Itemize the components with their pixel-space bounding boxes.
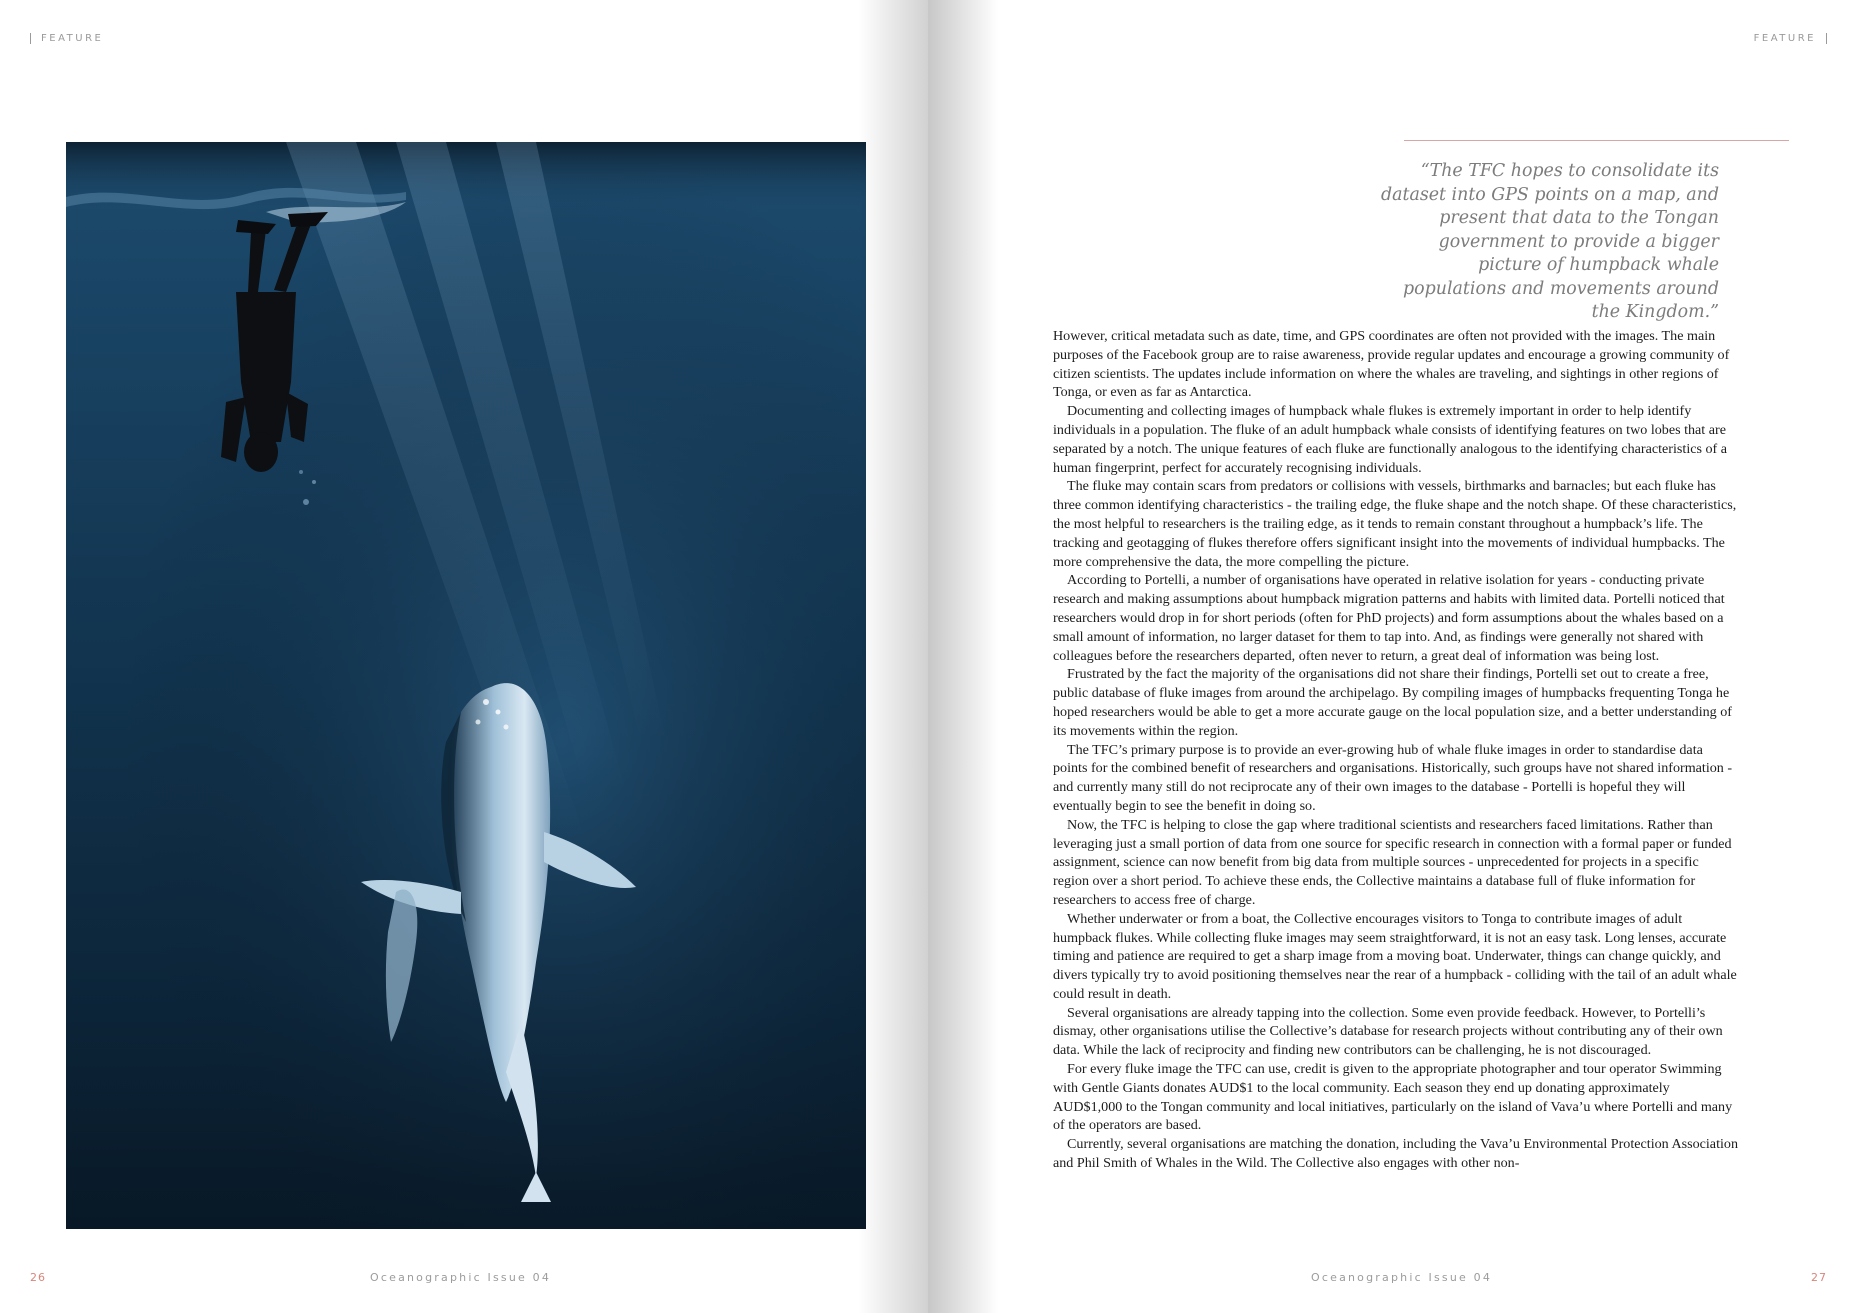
article-paragraph: For every fluke image the TFC can use, credit is given to the appropriate photographer and tour operator Swimming with Gentle Giants donates AUD$1 to the local community. Each season they end up donating approximately AUD$1,000 to the Tongan community and local initiatives, particularly on the island of Vava’u where Portelli and many of the operators are based. <box>1053 1061 1733 1134</box>
article-paragraph: According to Portelli, a number of organisations have operated in relative isolation for years - conducting private research and making assumptions about humpback migration patterns and habits with limited data. Portelli noticed that researchers would drop in for short periods (often for PhD projects) and form assumptions about the whales based on a small amount of information, no larger dataset for them to tap into. And, as findings were generally not shared with colleagues before the researchers departed, often never to return, a great deal of information was being lost. <box>1053 572 1725 664</box>
article-paragraph: Frustrated by the fact the majority of the organisations did not share their findings, Portelli set out to create a free, public database of fluke images from around the archipelago. By compiling images of humpbacks frequenting Tonga he hoped researchers would be able to get a more accurate gauge on the local population size, and a better understanding of its movements within the region. <box>1053 666 1732 739</box>
article-paragraph: The TFC’s primary purpose is to provide an ever-growing hub of whale fluke images in order to standardise data points for the combined benefit of researchers and organisations. Historically, such groups have not shared information - and currently many still do not reciprocate any of their own images to the database - Portelli is hopeful they will eventually begin to see the benefit in doing so. <box>1053 741 1733 814</box>
photo-diver-and-humpback-whale <box>66 142 866 1229</box>
pull-quote: “The TFC hopes to consolidate its dataset into GPS points on a map, and present that data to the Tongan government to provide a bigger picture of humpback whale populations and movements around the Kingdom.” <box>1380 161 1719 322</box>
article-paragraph: Documenting and collecting images of humpback whale flukes is extremely important in order to help identify individuals in a population. The fluke of an adult humpback whale consists of identifying features on two lobes that are separated by a notch. The unique features of each fluke are functionally analogous to the identifying characteristics of a human fingerprint, perfect for accurately recognising individuals. <box>1053 403 1728 476</box>
article-paragraph: Now, the TFC is helping to close the gap where traditional scientists and researchers faced limitations. Rather than leveraging just a small portion of data from one source for specific research in connection with a formal paper or funded assignment, science can now benefit from big data from multiple sources - unprecedented for projects in a specific region over a short period. To achieve these ends, the Collective maintains a database full of fluke information for researchers to access free of charge. <box>1053 816 1732 908</box>
pull-quote-rule <box>1404 140 1789 141</box>
article-paragraph: Currently, several organisations are matching the donation, including the Vava’u Environmental Protection Association and Phil Smith of Whales in the Wild. The Collective also engages with other non- <box>1053 1136 1738 1172</box>
section-divider <box>1826 33 1827 44</box>
section-label: FEATURE <box>41 33 104 44</box>
page-number-right: 27 <box>1811 1271 1827 1284</box>
magazine-footer-right: Oceanographic Issue 04 <box>1311 1271 1493 1284</box>
page-number-left: 26 <box>30 1271 46 1284</box>
article-paragraph: However, critical metadata such as date, time, and GPS coordinates are often not provided with the images. The main purposes of the Facebook group are to raise awareness, provide regular updates and encourage a growing community of citizen scientists. The updates include information on where the whales are traveling, and sightings in other regions of Tonga, or even as far as Antarctica. <box>1053 328 1730 401</box>
gutter-shadow-right <box>928 0 998 1313</box>
section-divider <box>30 33 31 44</box>
gutter-shadow-left <box>858 0 928 1313</box>
article-paragraph: The fluke may contain scars from predators or collisions with vessels, birthmarks and barnacles; but each fluke has three common identifying characteristics - the trailing edge, the fluke shape and the notch shape. Of these characteristics, the most helpful to researchers is the trailing edge, as it tends to remain constant throughout a humpback’s life. The tracking and geotagging of flukes therefore offers significant insight into the movements of individual humpbacks. The more comprehensive the data, the more compelling the picture. <box>1053 478 1737 570</box>
left-page <box>0 0 928 1313</box>
article-paragraph: Whether underwater or from a boat, the Collective encourages visitors to Tonga to contribute images of adult humpback flukes. While collecting fluke images may seem straightforward, it is not an easy task. Long lenses, accurate timing and patience are required to get a sharp image from a moving boat. Underwater, things can change quickly, and divers typically try to avoid positioning themselves near the rear of a humpback - colliding with the tail of an adult whale could result in death. <box>1053 910 1737 1002</box>
section-label: FEATURE <box>1753 33 1816 44</box>
section-tag-left <box>30 33 103 44</box>
section-tag-right <box>1754 33 1827 44</box>
article-body <box>1053 327 1738 1173</box>
magazine-footer-left: Oceanographic Issue 04 <box>370 1271 552 1284</box>
article-paragraph: Several organisations are already tapping into the collection. Some even provide feedback. However, to Portelli’s dismay, other organisations utilise the Collective’s database for research projects without contributing any of their own data. While the lack of reciprocity and finding new contributors can be challenging, he is not discouraged. <box>1053 1004 1723 1059</box>
right-page <box>928 0 1857 1313</box>
